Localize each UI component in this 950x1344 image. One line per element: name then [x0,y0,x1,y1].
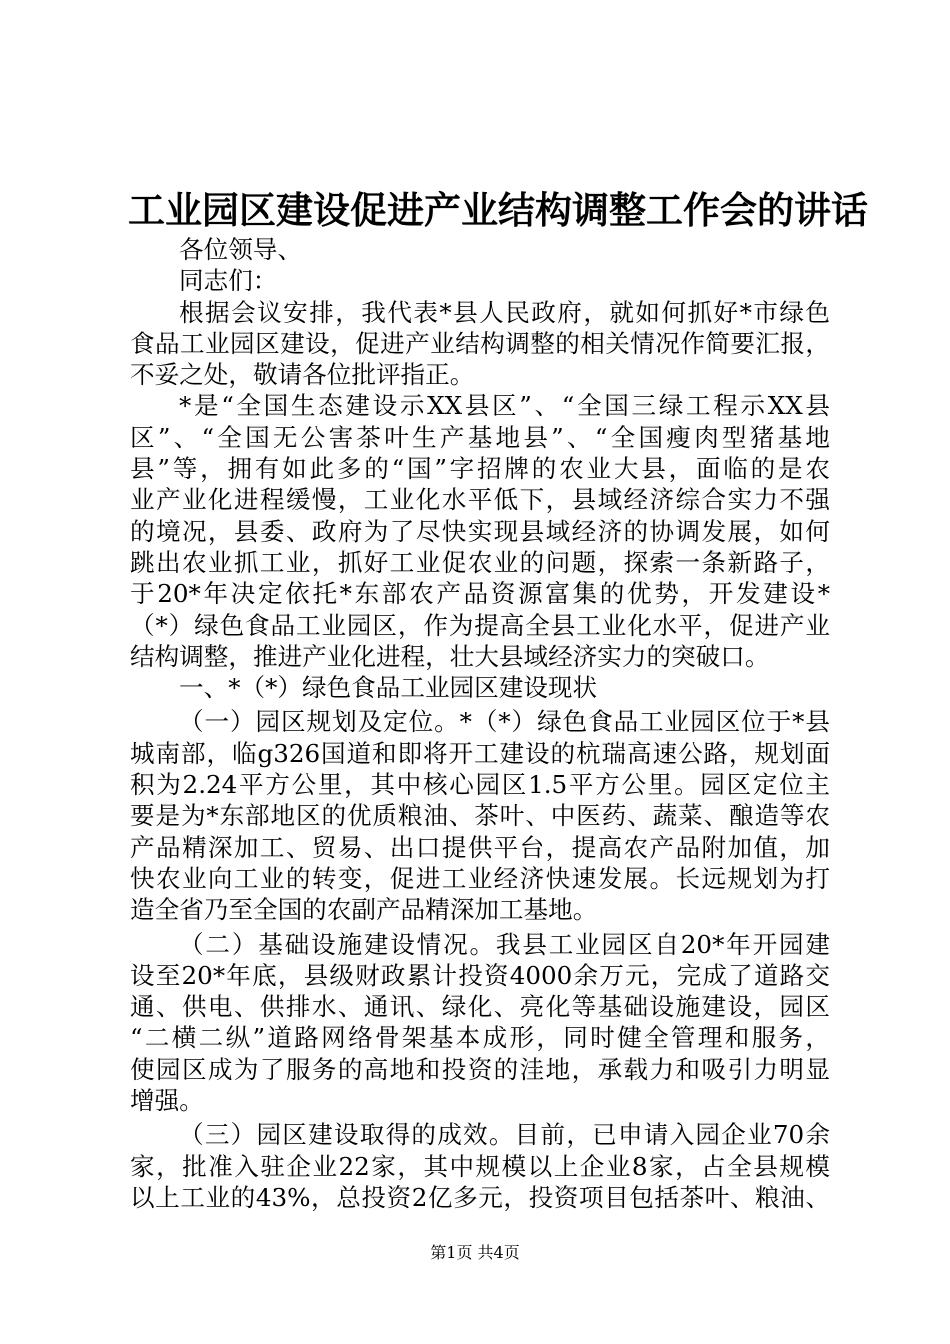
paragraph-line: 于20*年决定依托*东部农产品资源富集的优势，开发建设* [130,579,830,609]
paragraph-line: 快农业向工业的转变，促进工业经济快速发展。长远规划为打 [130,863,830,893]
paragraph-line: 通、供电、供排水、通讯、绿化、亮化等基础设施建设，园区 [130,992,830,1022]
paragraph-line: 的境况，县委、政府为了尽快实现县域经济的协调发展，如何 [130,516,830,546]
paragraph-line: 区”、“全国无公害茶叶生产基地县”、“全国瘦肉型猪基地 [130,422,830,452]
paragraph-line: 不妥之处，敬请各位批评指正。 [130,360,475,390]
paragraph-line: （二）基础设施建设情况。我县工业园区自20*年开园建 [179,929,830,959]
paragraph-line: 增强。 [130,1086,204,1116]
salutation-line: 各位领导、 [179,235,302,264]
paragraph-line: *是“全国生态建设示XX县区”、“全国三绿工程示XX县 [179,391,830,421]
paragraph-line: 使园区成为了服务的高地和投资的洼地，承载力和吸引力明显 [130,1054,830,1084]
paragraph-line: （*）绿色食品工业园区，作为提高全县工业化水平，促进产业 [130,610,830,640]
paragraph-line: （一）园区规划及定位。*（*）绿色食品工业园区位于*县 [179,707,830,737]
paragraph-line: “二横二纵”道路网络骨架基本成形，同时健全管理和服务， [130,1023,830,1053]
paragraph-line: 造全省乃至全国的农副产品精深加工基地。 [130,895,598,925]
paragraph-line: 积为2.24平方公里，其中核心园区1.5平方公里。园区定位主 [130,770,830,800]
page-number-footer: 第1页 共4页 [430,1243,520,1262]
paragraph-line: 城南部，临g326国道和即将开工建设的杭瑞高速公路，规划面 [130,738,830,768]
salutation-line: 同志们： [179,266,278,296]
section-heading: 一、*（*）绿色食品工业园区建设现状 [179,673,598,703]
paragraph-line: （三）园区建设取得的成效。目前，已申请入园企业70余 [179,1120,830,1150]
paragraph-line: 以上工业的43%，总投资2亿多元，投资项目包括茶叶、粮油、 [130,1182,830,1212]
paragraph-line: 跳出农业抓工业，抓好工业促农业的问题，探索一条新路子， [130,547,830,577]
paragraph-line: 业产业化进程缓慢，工业化水平低下，县域经济综合实力不强 [130,485,830,515]
paragraph-line: 产品精深加工、贸易、出口提供平台，提高农产品附加值，加 [130,832,830,862]
document-title: 工业园区建设促进产业结构调整工作会的讲话 [128,188,868,232]
paragraph-line: 设至20*年底，县级财政累计投资4000余万元，完成了道路交 [130,960,830,990]
paragraph-line: 县”等，拥有如此多的“国”字招牌的农业大县，面临的是农 [130,454,830,484]
paragraph-line: 根据会议安排，我代表*县人民政府，就如何抓好*市绿色 [179,297,830,327]
paragraph-line: 要是为*东部地区的优质粮油、茶叶、中医药、蔬菜、酿造等农 [130,801,830,831]
paragraph-line: 食品工业园区建设，促进产业结构调整的相关情况作简要汇报， [130,328,830,358]
document-body [130,234,830,1213]
paragraph-line: 结构调整，推进产业化进程，壮大县域经济实力的突破口。 [130,641,770,671]
paragraph-line: 家，批准入驻企业22家，其中规模以上企业8家，占全县规模 [130,1151,830,1181]
